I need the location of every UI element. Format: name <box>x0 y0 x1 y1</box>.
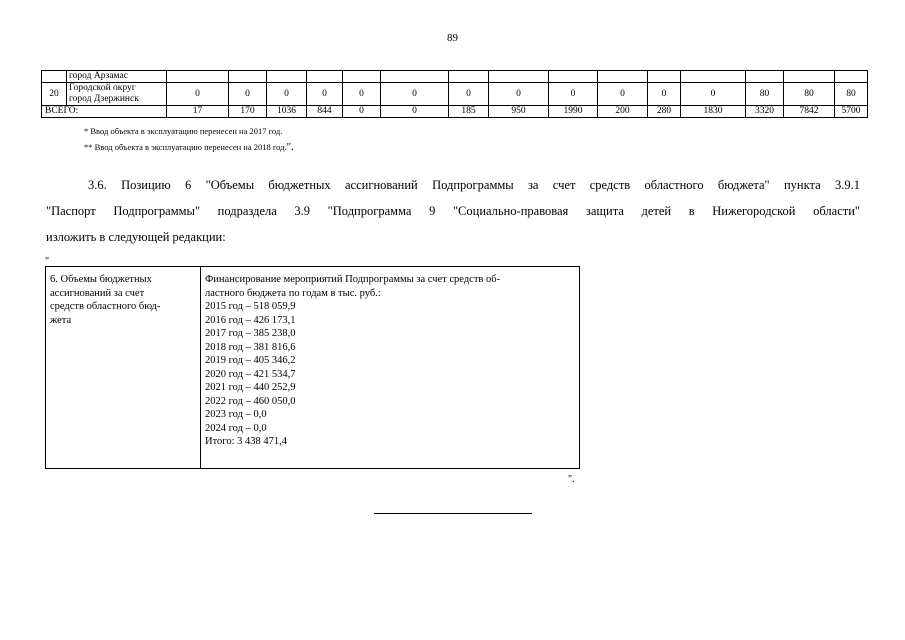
value-cell: 80 <box>746 83 784 106</box>
value-cell <box>229 71 267 83</box>
total-value-cell: 1036 <box>267 106 307 118</box>
passport-label-line: средств областного бюд- <box>50 301 161 312</box>
passport-label-line: 6. Объемы бюджетных <box>50 274 152 285</box>
row-name-line: город Дзержинск <box>69 94 139 104</box>
value-cell: 0 <box>648 83 681 106</box>
paragraph-line-1: 3.6. Позицию 6 "Объемы бюджетных ассигнований Подпрограммы за счет средств областного бюджета" пункта 3.9.1 <box>88 178 860 192</box>
total-value-cell: 1990 <box>549 106 598 118</box>
passport-label-cell <box>46 267 201 469</box>
table-row <box>42 71 868 83</box>
value-cell: 0 <box>229 83 267 106</box>
opening-quote: " <box>45 256 50 267</box>
table-row <box>42 83 868 106</box>
total-value-cell: 280 <box>648 106 681 118</box>
page-number: 89 <box>447 32 458 44</box>
passport-label-line: жета <box>50 314 72 326</box>
value-cell <box>267 71 307 83</box>
passport-content-line: 2017 год – 385 238,0 <box>205 328 296 339</box>
passport-content-line: 2021 год – 440 252,9 <box>205 382 296 393</box>
value-cell: 0 <box>489 83 549 106</box>
value-cell: 0 <box>449 83 489 106</box>
passport-content-line: 2015 год – 518 059,9 <box>205 301 296 312</box>
paragraph-line-2: "Паспорт Подпрограммы" подраздела 3.9 "Подпрограмма 9 "Социально-правовая защита детей в Нижегородской области" <box>46 204 860 218</box>
passport-table <box>45 266 580 469</box>
passport-content-line: 2022 год – 460 050,0 <box>205 395 296 407</box>
value-cell <box>784 71 835 83</box>
total-value-cell: 7842 <box>784 106 835 118</box>
value-cell <box>746 71 784 83</box>
total-value-cell: 950 <box>489 106 549 118</box>
passport-content-line: ластного бюджета по годам в тыс. руб.: <box>205 287 381 299</box>
total-value-cell: 1830 <box>681 106 746 118</box>
value-cell <box>648 71 681 83</box>
total-value-cell: 3320 <box>746 106 784 118</box>
total-label-cell: ВСЕГО: <box>42 106 167 118</box>
passport-row <box>46 267 580 469</box>
amendment-paragraph <box>46 172 860 250</box>
total-value-cell: 170 <box>229 106 267 118</box>
total-value-cell: 0 <box>381 106 449 118</box>
footnote-1: * Ввод объекта в эксплуатацию перенесен на 2017 год. <box>84 126 283 136</box>
value-cell: 0 <box>549 83 598 106</box>
passport-content-line: Финансирование мероприятий Подпрограммы за счет средств об- <box>205 274 501 285</box>
total-value-cell: 5700 <box>835 106 868 118</box>
row-name-cell <box>67 83 167 106</box>
total-value-cell: 844 <box>307 106 343 118</box>
passport-content-line: 2020 год – 421 534,7 <box>205 368 296 380</box>
row-number-cell: 20 <box>42 83 67 106</box>
separator-line <box>374 513 532 514</box>
passport-content-cell <box>201 267 580 469</box>
passport-content-line: 2024 год – 0,0 <box>205 422 267 434</box>
passport-content-line: 2018 год – 381 816,6 <box>205 341 296 353</box>
total-value-cell: 200 <box>598 106 648 118</box>
footnote-2-text: ** Ввод объекта в эксплуатацию перенесен на 2018 год. <box>84 142 287 152</box>
value-cell: 0 <box>267 83 307 106</box>
value-cell: 0 <box>307 83 343 106</box>
value-cell <box>449 71 489 83</box>
total-value-cell: 17 <box>167 106 229 118</box>
value-cell <box>835 71 868 83</box>
table-total-row <box>42 106 868 118</box>
objects-table-body <box>42 71 868 118</box>
footnote-2 <box>84 141 294 153</box>
value-cell <box>549 71 598 83</box>
row-name-cell <box>67 71 167 83</box>
value-cell: 80 <box>784 83 835 106</box>
row-name-line: Городской округ <box>69 83 136 93</box>
value-cell <box>167 71 229 83</box>
value-cell <box>381 71 449 83</box>
passport-content-line: 2023 год – 0,0 <box>205 409 267 420</box>
row-name-line: город Арзамас <box>69 71 128 81</box>
paragraph-line-3: изложить в следующей редакции: <box>46 230 226 244</box>
objects-table <box>41 70 868 118</box>
value-cell <box>598 71 648 83</box>
passport-content-line: 2016 год – 426 173,1 <box>205 314 296 326</box>
value-cell: 0 <box>681 83 746 106</box>
value-cell: 0 <box>381 83 449 106</box>
row-number-cell <box>42 71 67 83</box>
value-cell <box>307 71 343 83</box>
value-cell <box>343 71 381 83</box>
value-cell <box>489 71 549 83</box>
value-cell <box>681 71 746 83</box>
footnote-closing-quote: ". <box>286 141 294 153</box>
passport-content-line: Итого: 3 438 471,4 <box>205 436 287 447</box>
value-cell: 0 <box>343 83 381 106</box>
value-cell: 0 <box>598 83 648 106</box>
closing-quote: ". <box>568 474 575 485</box>
total-value-cell: 185 <box>449 106 489 118</box>
value-cell: 0 <box>167 83 229 106</box>
value-cell: 80 <box>835 83 868 106</box>
passport-content-line: 2019 год – 405 346,2 <box>205 355 296 366</box>
passport-label-line: ассигнований за счет <box>50 287 145 299</box>
total-value-cell: 0 <box>343 106 381 118</box>
